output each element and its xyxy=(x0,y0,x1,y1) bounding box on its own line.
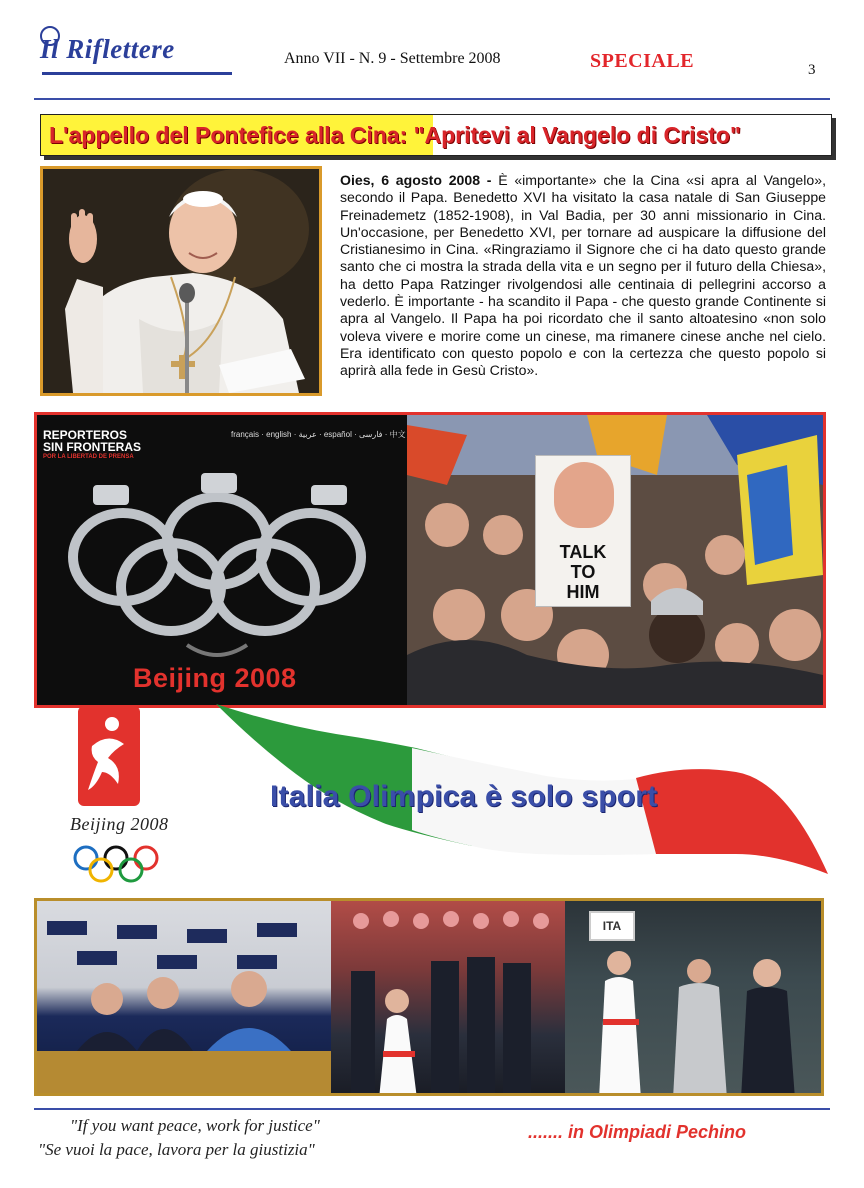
masthead xyxy=(40,26,240,82)
sign-line2: TO xyxy=(570,562,596,582)
masthead-title: Il Riflettere xyxy=(40,34,175,64)
handcuff-rings-icon xyxy=(37,445,407,685)
flag-caption: Italia Olimpica è solo sport xyxy=(270,780,658,813)
rsf-tagline: POR LA LIBERTAD DE PRENSA xyxy=(43,454,134,460)
protest-crowd-photo xyxy=(407,415,823,705)
page-number: 3 xyxy=(808,62,816,78)
pope-photo xyxy=(40,166,322,396)
dalai-lama-face-icon xyxy=(554,462,614,528)
rsf-languages: français · english · عربية · español · فارسی · 中文 xyxy=(231,430,406,439)
beijing-olympic-emblem xyxy=(70,706,190,886)
emblem-text: Beijing 2008 xyxy=(70,814,169,834)
press-conference-illustration xyxy=(37,901,331,1096)
quote-english: "If you want peace, work for justice" xyxy=(70,1116,320,1135)
pope-illustration xyxy=(43,169,319,393)
ceremony-photo xyxy=(331,901,565,1093)
dancing-beijing-seal-icon xyxy=(78,706,140,806)
rsf-poster xyxy=(37,415,407,705)
olympic-photo-strip xyxy=(34,898,824,1096)
rsf-logo-line1: REPORTEROS xyxy=(43,428,128,442)
headline-box xyxy=(40,114,832,156)
footer-section-label: ....... in Olimpiadi Pechino xyxy=(528,1122,747,1142)
beijing-2008-caption: Beijing 2008 xyxy=(133,663,297,693)
article-text xyxy=(340,172,826,380)
quote-italian: "Se vuoi la pace, lavora per la giustizia" xyxy=(38,1140,315,1159)
article-body: È «importante» che la Cina «si apra al Vangelo», secondo il Papa. Benedetto XVI ha visitato la casa natale di San Giuseppe Freinademetz (1852-1908), in Val Badia, per 30 anni missionario in Cina. Un'occasione, per Benedetto XVI, per tornare ad auspicare la diffusione del Cristianesimo in Cina. «Ringraziamo il Signore che ci ha dato questo grande santo che ci mostra la strada della vita e un segno per il futuro della Chiesa», ha detto Papa Ratzinger rivolgendosi alle centinaia di pellegrini accorso a vederlo. È importante - ha scandito il Papa - che questo grande Continente si apra al Vangelo. Il Papa ha poi ricordato che il santo altoatesino «non solo voleva vivere e morire come un cinese, ma rimanere cinese anche nel cielo. Era identificato con questo popolo e con la certezza che questo popolo si aprirà alla fede in Gesù Cristo». xyxy=(340,172,826,379)
issue-info: Anno VII - N. 9 - Settembre 2008 xyxy=(284,50,501,67)
photo-strip xyxy=(34,412,826,708)
olympic-rings-icon xyxy=(70,844,170,884)
rsf-logo-line2: SIN FRONTERAS xyxy=(43,440,142,454)
press-conference-photo xyxy=(37,901,331,1093)
masthead-underline xyxy=(42,72,232,75)
headline-title: L'appello del Pontefice alla Cina: "Apritevi al Vangelo di Cristo" xyxy=(49,122,741,148)
dancing-figure-icon xyxy=(78,706,140,806)
section-label: SPECIALE xyxy=(590,50,695,72)
header-divider xyxy=(34,98,830,100)
sign-text xyxy=(536,542,630,602)
ita-sign-text: ITA xyxy=(602,919,622,933)
ceremony-illustration xyxy=(331,901,565,1096)
sign-line3: HIM xyxy=(566,582,600,602)
article-dateline: Oies, 6 agosto 2008 - xyxy=(340,172,492,188)
footer-divider xyxy=(34,1108,830,1110)
sign-line1: TALK xyxy=(559,542,607,562)
ita-sign xyxy=(589,911,635,941)
talk-to-him-sign xyxy=(535,455,631,607)
